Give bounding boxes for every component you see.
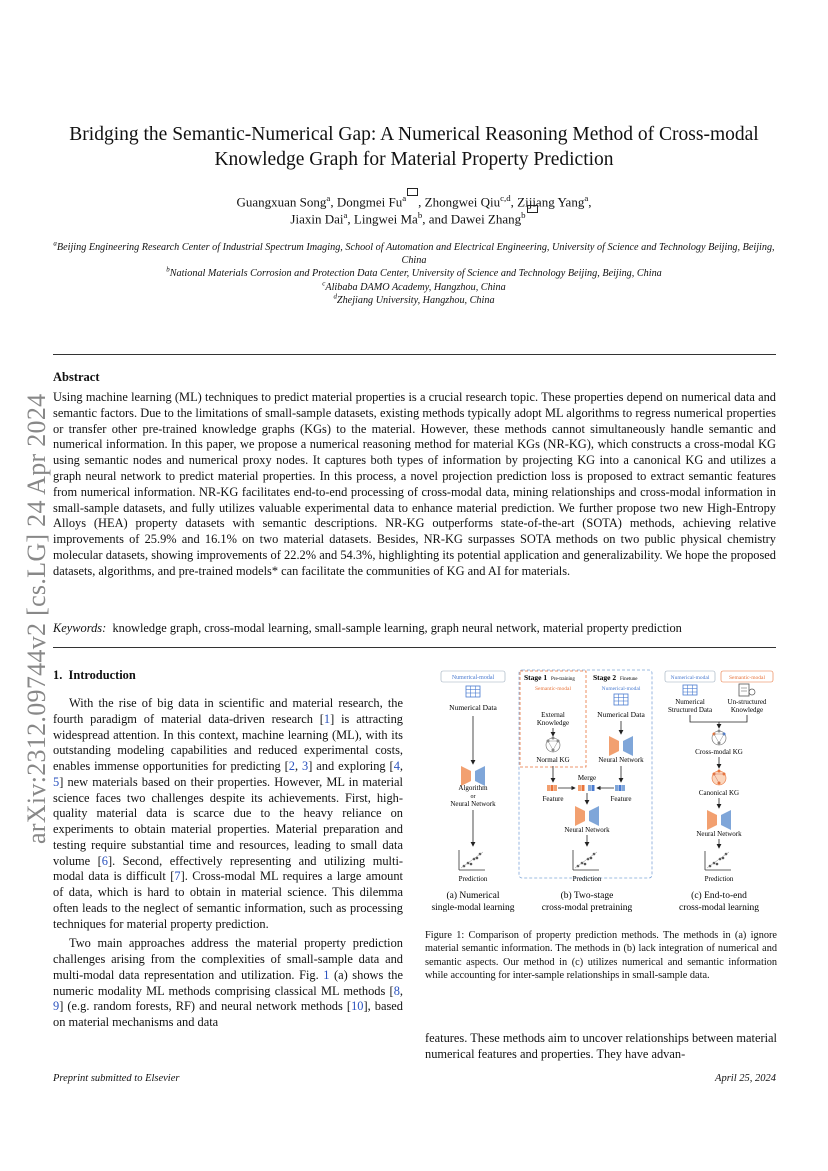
b-feat1: Feature xyxy=(542,795,564,803)
citation-link[interactable]: 4 xyxy=(393,759,400,773)
paragraph-text: ] new materials based on their properties. However, ML in material science faces two challenges despite its achievements. First, high-quality material data is scarce due to the heavy reliance on experiments to obtain material properties. Material preparation and testing require substantial time and resources, leading to small data volume [ xyxy=(53,774,403,868)
paragraph-text: With the rise of big data in scientific and material research, the fourth paradigm of material data-driven research [ xyxy=(53,696,403,726)
abstract-heading: Abstract xyxy=(53,370,100,384)
intro-paragraph-2 xyxy=(53,936,403,1031)
keywords xyxy=(53,621,776,636)
b-ext-l2: Knowledge xyxy=(536,719,570,727)
paragraph-text: (a) shows the numeric modality ML methods comprising classical ML methods [ xyxy=(53,967,403,998)
b-sem-label: Semantic-modal xyxy=(534,686,572,692)
c-canon: Canonical KG xyxy=(698,789,740,797)
citation-link[interactable]: 5 xyxy=(53,774,60,789)
neural-network-icon xyxy=(609,736,633,756)
citation-link[interactable]: 8 xyxy=(393,983,400,998)
paragraph-text: , xyxy=(294,759,303,773)
c-caption-l1: (c) End-to-end xyxy=(691,891,747,901)
paragraph-text: ]. Cross-modal ML requires a large amount of data, which is hard to obtain in material science. This dilemma often leads to the neglect of semantic information, such as processing techniques for material property prediction. xyxy=(53,869,404,931)
c-pred: Prediction xyxy=(704,875,734,883)
c-ckg: Cross-modal KG xyxy=(695,748,743,756)
c-uk-l2: Knowledge xyxy=(730,706,764,714)
keywords-text: knowledge graph, cross-modal learning, small-sample learning, graph neural network, material property prediction xyxy=(112,621,682,635)
graph-icon xyxy=(546,737,560,753)
section-heading: 1. Introduction xyxy=(53,668,136,682)
a-caption-l1: (a) Numerical xyxy=(446,891,500,901)
scatter-plot-icon xyxy=(459,850,485,870)
paragraph-text: ] is attracting widespread attention. In this context, machine learning (ML), with its outstanding modeling capabilities and reduced experimental costs, enables immense opportunities for predicting [ xyxy=(53,711,403,773)
c-nsd-l2: Structured Data xyxy=(667,706,713,714)
a-model-l3: Neural Network xyxy=(450,800,496,808)
c-sem-label: Semantic-modal xyxy=(728,675,766,681)
figure-1 xyxy=(425,668,777,918)
abstract-text: Using machine learning (ML) techniques to predict material properties is a crucial research topic. These properties depend on numerical data and semantic factors. Due to the limitations of small-sample datasets, existing methods typically adopt ML algorithms to regress numerical properties or transfer other pre-trained knowledge graphs (KGs) to the material. However, these methods cannot simultaneously handle semantic and numerical information. In this paper, we propose a numerical reasoning method for material KGs (NR-KG), which constructs a cross-modal KG using semantic nodes and numerical proxy nodes. It captures both types of information by projecting KG into a canonical KG and utilizes a graph neural network to predict material properties. In this process, a novel projection prediction loss is proposed to extract semantic features from numerical information. NR-KG facilitates end-to-end processing of cross-modal data, mining relationships and cross-modal information in small-sample datasets, and fully utilizes valuable experimental data to enhance material prediction. We further propose two new High-Entropy Alloys (HEA) property datasets with semantic descriptions. NR-KG outperforms state-of-the-art (SOTA) methods, achieving relative improvements of 25.9% and 16.1% on two material datasets. Besides, NR-KG surpasses SOTA methods on two public physical chemistry molecular datasets, showing improvements of 22.2% and 54.3%, highlighting its potential application and generalizability. We hope the proposed datasets, algorithms, and pre-trained models* can facilitate the communities of KG and AI for materials. xyxy=(53,390,776,578)
c-uk-l1: Un-structured xyxy=(727,698,767,706)
affiliation-a: $^a$Beijing Engineering Research Center of Industrial Spectrum Imaging, School of Automation and Electrical Engineering, University of Science and Technology Beijing, Beijing, China xyxy=(53,240,775,266)
citation-link[interactable]: 10 xyxy=(351,999,364,1014)
footer-left: Preprint submitted to Elsevier xyxy=(53,1073,180,1084)
graph-icon xyxy=(712,730,726,746)
b-nn1: Neural Network xyxy=(598,756,644,764)
b-caption-l1: (b) Two-stage xyxy=(560,891,614,901)
figure-caption: Figure 1: Comparison of property prediction methods. The methods in (a) ignore material semantic information. The methods in (b) lack integration of numerical and semantic aspects. Our method in (c) utilizes numerical and semantic information while accounting for inter-sample relationships in small-sample data. xyxy=(425,930,777,982)
paragraph-text: ] (e.g. random forests, RF) and neural network methods [ xyxy=(59,999,352,1014)
top-rule xyxy=(53,354,776,355)
c-nn: Neural Network xyxy=(696,830,742,838)
b-normal-kg: Normal KG xyxy=(536,756,570,764)
citation-link[interactable]: 3 xyxy=(302,759,309,773)
intro-column xyxy=(53,696,403,1035)
b-merge: Merge xyxy=(577,774,597,782)
b-caption-l2: cross-modal pretraining xyxy=(541,903,633,913)
keywords-label: Keywords: xyxy=(53,621,107,635)
citation-link[interactable]: 9 xyxy=(53,999,60,1014)
neural-network-icon xyxy=(575,806,599,826)
b-ext-l1: External xyxy=(541,711,565,719)
paragraph-text: Two main approaches address the material property prediction challenges arising from the complexities of small-sample data and multi-modal data representation and utilization. Fig. xyxy=(53,936,403,982)
citation-link[interactable]: 7 xyxy=(174,869,181,884)
affiliations xyxy=(52,241,776,307)
email-icon[interactable] xyxy=(527,205,538,213)
paragraph-text: , xyxy=(399,759,403,773)
table-icon xyxy=(614,694,628,705)
neural-network-icon xyxy=(707,810,731,830)
footer-right: April 25, 2024 xyxy=(715,1073,776,1084)
scatter-plot-icon xyxy=(573,850,599,870)
a-model-l1: Algorithm xyxy=(458,784,488,792)
intro-paragraph-1 xyxy=(53,696,403,932)
affiliation-c: $^c$Alibaba DAMO Academy, Hangzhou, China xyxy=(322,280,506,293)
paragraph-text: ] and exploring [ xyxy=(308,759,394,773)
paragraph-text: ]. Second, effectively representing and utilizing multi-modal data is difficult [ xyxy=(53,853,404,884)
c-nsd-l1: Numerical xyxy=(675,698,705,706)
paragraph-text: ], based on material mechanisms and data xyxy=(53,999,403,1029)
a-header: Numerical-modal xyxy=(451,675,495,681)
document-icon xyxy=(739,684,755,696)
stage1-label: Stage 1 xyxy=(524,673,548,682)
stage2-sub: Finetune xyxy=(620,677,638,682)
a-data-label: Numerical Data xyxy=(449,703,497,712)
stage1-sub: Pre-training xyxy=(551,677,575,682)
a-caption-l2: single-modal learning xyxy=(431,903,515,913)
affiliation-b: $^b$National Materials Corrosion and Protection Data Center, University of Science and Technology Beijing, Beijing, China xyxy=(166,266,662,280)
b-feat2: Feature xyxy=(610,795,632,803)
citation-link[interactable]: 6 xyxy=(101,853,108,868)
a-pred-label: Prediction xyxy=(458,875,488,883)
affiliation-d: $^d$Zhejiang University, Hangzhou, China xyxy=(333,293,495,306)
table-icon xyxy=(466,686,480,697)
citation-link[interactable]: 1 xyxy=(323,967,330,982)
c-num-label: Numerical-modal xyxy=(670,675,710,681)
a-model-l2: or xyxy=(470,794,476,800)
paper-title: Bridging the Semantic-Numerical Gap: A Numerical Reasoning Method of Cross-modal Knowledge Graph for Material Property Prediction xyxy=(69,124,759,170)
b-nn2: Neural Network xyxy=(564,826,610,834)
stage2-label: Stage 2 xyxy=(593,673,617,682)
citation-link[interactable]: 2 xyxy=(288,759,295,773)
paragraph-text: , xyxy=(399,983,403,998)
scatter-plot-icon xyxy=(705,851,731,870)
bottom-rule xyxy=(53,647,776,648)
neural-network-icon xyxy=(461,766,485,786)
author-list: Guangxuan Song$^a$, Dongmei Fu$^a$ , Zhongwei Qiu$^{c,d}$, Zijiang Yang$^a$, Jiaxin Dai$^a$, Lingwei Ma$^b$, and Dawei Zhang$^b$ xyxy=(60,193,768,228)
c-caption-l2: cross-modal learning xyxy=(679,903,759,913)
b-numdata-label: Numerical Data xyxy=(597,710,645,719)
arxiv-stamp: arXiv:2312.09744v2 [cs.LG] 24 Apr 2024 xyxy=(22,393,51,845)
graph-icon xyxy=(712,770,726,786)
table-icon xyxy=(683,685,697,695)
b-pred: Prediction xyxy=(572,875,602,883)
right-column-text: features. These methods aim to uncover relationships between material numerical features and properties. They have advan- xyxy=(425,1031,777,1061)
b-num-label: Numerical-modal xyxy=(601,686,641,692)
email-icon[interactable] xyxy=(407,188,418,196)
citation-link[interactable]: 1 xyxy=(323,711,331,726)
